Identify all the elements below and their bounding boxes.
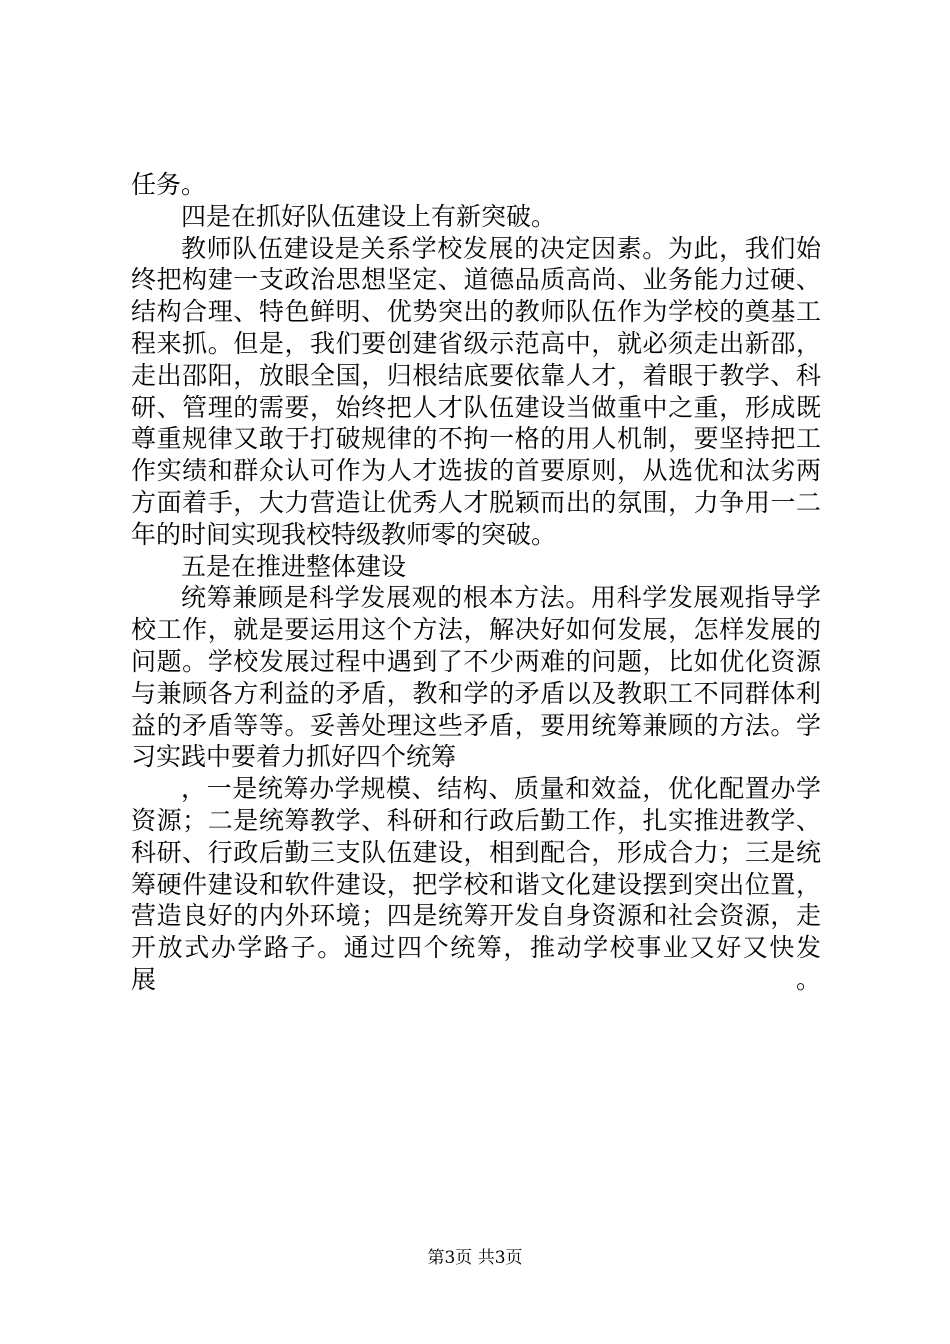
text-line: 四是在抓好队伍建设上有新突破。: [181, 201, 557, 231]
text-line: 结构合理、特色鲜明、优势突出的教师队伍作为学校的奠基工: [131, 297, 821, 327]
text-line: 习实践中要着力抓好四个统筹: [131, 742, 457, 772]
text-line: 走出邵阳，放眼全国，归根结底要依靠人才，着眼于教学、科: [131, 360, 821, 390]
text-line: 开放式办学路子。通过四个统筹，推动学校事业又好又快发展。: [131, 933, 821, 994]
text-line: 与兼顾各方利益的矛盾，教和学的矛盾以及教职工不同群体利: [131, 678, 821, 708]
text-line: ，一是统筹办学规模、结构、质量和效益，优化配置办学: [181, 774, 821, 804]
text-line: 程来抓。但是，我们要创建省级示范高中，就必须走出新邵，: [131, 328, 821, 358]
text-line: 尊重规律又敢于打破规律的不拘一格的用人机制，要坚持把工: [131, 424, 821, 454]
text-line: 方面着手，大力营造让优秀人才脱颖而出的氛围，力争用一二: [131, 487, 821, 517]
text-line: 年的时间实现我校特级教师零的突破。: [131, 519, 557, 549]
text-line: 研、管理的需要，始终把人才队伍建设当做重中之重，形成既: [131, 392, 821, 422]
text-line: 终把构建一支政治思想坚定、道德品质高尚、业务能力过硬、: [131, 265, 821, 295]
text-line: 科研、行政后勤三支队伍建设，相到配合，形成合力；三是统: [131, 837, 821, 867]
text-line: 益的矛盾等等。妥善处理这些矛盾，要用统筹兼顾的方法。学: [131, 710, 821, 740]
document-body: [131, 169, 821, 994]
text-line: 营造良好的内外环境；四是统筹开发自身资源和社会资源，走: [131, 901, 821, 931]
text-line: 统筹兼顾是科学发展观的根本方法。用科学发展观指导学: [181, 583, 821, 613]
text-line: 教师队伍建设是关系学校发展的决定因素。为此，我们始: [181, 233, 821, 263]
text-line: 问题。学校发展过程中遇到了不少两难的问题，比如优化资源: [131, 646, 821, 676]
text-line: 五是在推进整体建设: [181, 551, 407, 581]
text-line: 作实绩和群众认可作为人才选拔的首要原则，从选优和汰劣两: [131, 456, 821, 486]
text-line: 筹硬件建设和软件建设，把学校和谐文化建设摆到突出位置，: [131, 869, 821, 899]
text-line: 资源；二是统筹教学、科研和行政后勤工作，扎实推进教学、: [131, 805, 821, 835]
page-footer: 第3页 共3页: [427, 1248, 523, 1268]
text-line: 校工作，就是要运用这个方法，解决好如何发展，怎样发展的: [131, 615, 821, 645]
text-line: 任务。: [131, 170, 207, 199]
